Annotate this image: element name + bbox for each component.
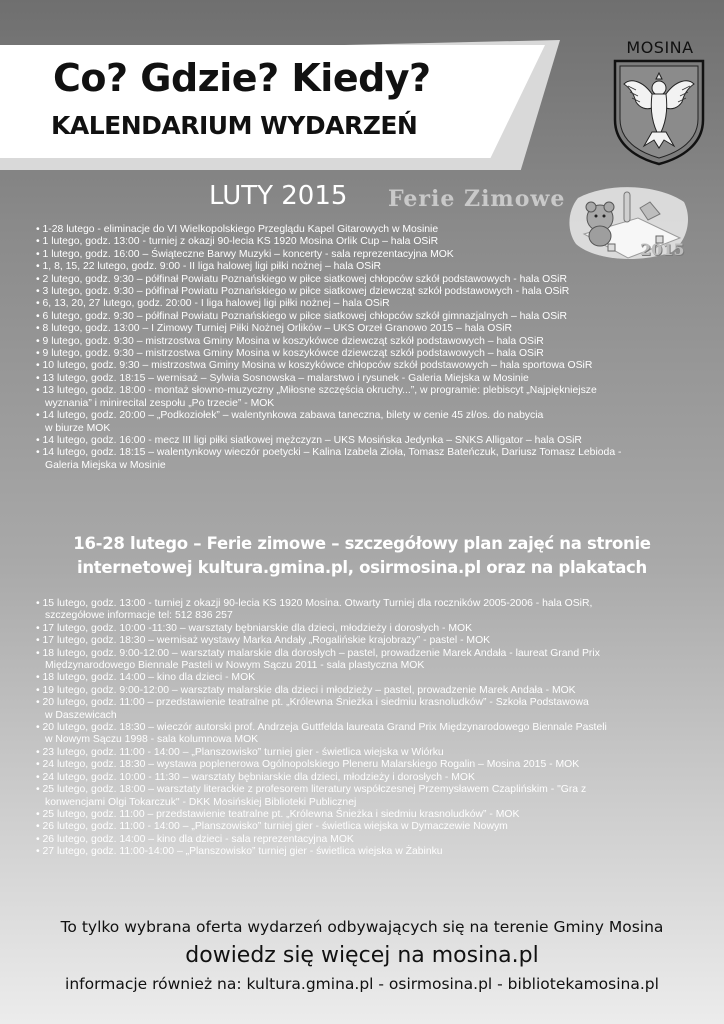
page-title: Co? Gdzie? Kiedy? bbox=[53, 56, 431, 100]
event-item: • 1-28 lutego - eliminacje do VI Wielkopolskiego Przeglądu Kapel Gitarowych w Mosinie bbox=[36, 224, 621, 236]
event-item: • 14 lutego, godz. 16:00 - mecz III ligi piłki siatkowej mężczyzn – UKS Mosińska Jedynka – SNKS Alligator – hala OSiR bbox=[36, 435, 621, 447]
event-item: w biurze MOK bbox=[45, 422, 111, 434]
event-item: • 25 lutego, godz. 11:00 – przedstawienie teatralne pt. „Królewna Śnieżka i siedmiu krasnoludków” - MOK bbox=[36, 809, 607, 821]
ferie-art-year: 2015 bbox=[640, 240, 685, 259]
coat-of-arms-icon bbox=[612, 58, 706, 166]
event-item: • 6 lutego, godz. 9:30 – półfinał Powiatu Poznańskiego w piłce siatkowej chłopców szkół gimnazjalnych – hala OSiR bbox=[36, 311, 621, 323]
event-item: • 19 lutego, godz. 9:00-12:00 – warsztaty malarskie dla dzieci i młodzieży – pastel, prowadzenie Marek Andała - MOK bbox=[36, 685, 607, 697]
ferie-highlight-line2: internetowej kultura.gmina.pl, osirmosina.pl oraz na plakatach bbox=[76, 558, 647, 577]
event-item: • 18 lutego, godz. 9:00-12:00 – warsztaty malarskie dla dorosłych – pastel, prowadzenie Marek Andała - laureat Grand Prix bbox=[36, 648, 607, 660]
event-item: • 25 lutego, godz. 18:00 – warsztaty literackie z profesorem literatury współczesnej Przemysławem Czaplińskim - "Gra z bbox=[36, 784, 607, 796]
event-item: w Nowym Sączu 1998 - sala kolumnowa MOK bbox=[45, 734, 259, 746]
event-item: • 17 lutego, godz. 18:30 – wernisaż wystawy Marka Andały „Rogalińskie krajobrazy” - pastel - MOK bbox=[36, 635, 607, 647]
footer-website-callout: dowiedz się więcej na mosina.pl bbox=[185, 943, 539, 968]
event-item: • 17 lutego, godz. 10:00 -11:30 – warsztaty bębniarskie dla dzieci, młodzieży i dorosłych - MOK bbox=[36, 623, 607, 635]
event-item: • 20 lutego, godz. 18:30 – wieczór autorski prof. Andrzeja Guttfelda laureata Grand Prix Międzynarodowego Biennale Pasteli bbox=[36, 722, 607, 734]
event-item: szczegółowe informacje tel: 512 836 257 bbox=[45, 610, 233, 622]
event-item: • 26 lutego, godz. 14:00 – kino dla dzieci - sala reprezentacyjna MOK bbox=[36, 834, 607, 846]
events-list-part1 bbox=[36, 224, 621, 472]
event-item: • 14 lutego, godz. 18:15 – walentynkowy wieczór poetycki – Kalina Izabela Zioła, Tomasz Bateńczuk, Dariusz Tomasz Lebioda - bbox=[36, 447, 621, 459]
footer-note: To tylko wybrana oferta wydarzeń odbywających się na terenie Gminy Mosina bbox=[60, 918, 664, 936]
event-item: • 15 lutego, godz. 13:00 - turniej z okazji 90-lecia KS 1920 Mosina. Otwarty Turniej dla roczników 2005-2006 - hala OSiR, bbox=[36, 598, 607, 610]
page-subtitle: KALENDARIUM WYDARZEŃ bbox=[51, 111, 418, 140]
event-item: • 8 lutego, godz. 13:00 – I Zimowy Turniej Piłki Nożnej Orlików – UKS Orzeł Granowo 2015 – hala OSiR bbox=[36, 323, 621, 335]
event-item: Międzynarodowego Biennale Pasteli w Nowym Sączu 2011 - sala plastyczna MOK bbox=[45, 660, 425, 672]
event-item: • 9 lutego, godz. 9:30 – mistrzostwa Gminy Mosina w koszykówce dziewcząt szkół podstawowych – hala OSiR bbox=[36, 336, 621, 348]
ferie-highlight-line1: 16-28 lutego – Ferie zimowe – szczegółowy plan zajęć na stronie bbox=[73, 534, 651, 553]
event-item: • 14 lutego, godz. 20:00 – „Podkoziołek” – walentynkowa zabawa taneczna, bilety w cenie 45 zł/os. do nabycia bbox=[36, 410, 621, 422]
ferie-art-text: Ferie Zimowe bbox=[388, 186, 566, 212]
event-item: • 24 lutego, godz. 18:30 – wystawa poplenerowa Ogólnopolskiego Pleneru Malarskiego Rogalin – Mosina 2015 - MOK bbox=[36, 759, 607, 771]
event-item: • 23 lutego, godz. 11:00 - 14:00 – „Planszowisko” turniej gier - świetlica wiejska w Wiórku bbox=[36, 747, 607, 759]
event-item: • 6, 13, 20, 27 lutego, godz. 20:00 - I liga halowej ligi piłki nożnej – hala OSiR bbox=[36, 298, 621, 310]
event-item: • 10 lutego, godz. 9:30 – mistrzostwa Gminy Mosina w koszykówce chłopców szkół podstawowych – hala sportowa OSiR bbox=[36, 360, 621, 372]
footer-links: informacje również na: kultura.gmina.pl - osirmosina.pl - bibliotekamosina.pl bbox=[65, 975, 659, 993]
event-item: • 24 lutego, godz. 10:00 - 11:30 – warsztaty bębniarskie dla dzieci, młodzieży i dorosłych - MOK bbox=[36, 772, 607, 784]
month-heading: LUTY 2015 bbox=[209, 181, 348, 211]
event-item: • 1 lutego, godz. 16:00 – Świąteczne Barwy Muzyki – koncerty - sala reprezentacyjna MOK bbox=[36, 249, 621, 261]
event-item: • 1 lutego, godz. 13:00 - turniej z okazji 90-lecia KS 1920 Mosina Orlik Cup – hala OSiR bbox=[36, 236, 621, 248]
event-item: w Daszewicach bbox=[45, 709, 117, 721]
event-item: • 9 lutego, godz. 9:30 – mistrzostwa Gminy Mosina w koszykówce dziewcząt szkół podstawowych – hala OSiR bbox=[36, 348, 621, 360]
event-item: • 3 lutego, godz. 9:30 – półfinał Powiatu Poznańskiego w piłce siatkowej dziewcząt szkół podstawowych - hala OSiR bbox=[36, 286, 621, 298]
event-item: • 20 lutego, godz. 11:00 – przedstawienie teatralne pt. „Królewna Śnieżka i siedmiu krasnoludków” - Szkoła Podstawowa bbox=[36, 697, 607, 709]
events-list-part2 bbox=[36, 598, 607, 859]
event-item: • 26 lutego, godz. 11:00 - 14:00 – „Planszowisko” turniej gier - świetlica wiejska w Dymaczewie Nowym bbox=[36, 821, 607, 833]
event-item: Galeria Miejska w Mosinie bbox=[45, 459, 166, 471]
event-item: • 18 lutego, godz. 14:00 – kino dla dzieci - MOK bbox=[36, 672, 607, 684]
event-item: • 1, 8, 15, 22 lutego, godz. 9:00 - II liga halowej ligi piłki nożnej – hala OSiR bbox=[36, 261, 621, 273]
event-item: • 13 lutego, godz. 18:15 – wernisaż – Sylwia Sosnowska – malarstwo i rysunek - Galeria Miejska w Mosinie bbox=[36, 373, 621, 385]
event-item: wyznania” i minirecital zespołu „Po trzecie” - MOK bbox=[45, 397, 275, 409]
event-item: • 2 lutego, godz. 9:30 – półfinał Powiatu Poznańskiego w piłce siatkowej chłopców szkół podstawowych - hala OSiR bbox=[36, 274, 621, 286]
event-item: • 27 lutego, godz. 11:00-14:00 – „Planszowisko” turniej gier - świetlica wiejska w Żabinku bbox=[36, 846, 607, 858]
event-item: konwencjami Olgi Tokarczuk" - DKK Mosińskiej Biblioteki Publicznej bbox=[45, 796, 357, 808]
event-item: • 13 lutego, godz. 18:00 - montaż słowno-muzyczny „Miłosne szczęścia okruchy...”, w programie: plebiscyt „Najpiękniejsze bbox=[36, 385, 621, 397]
crest-label: MOSINA bbox=[626, 38, 694, 57]
